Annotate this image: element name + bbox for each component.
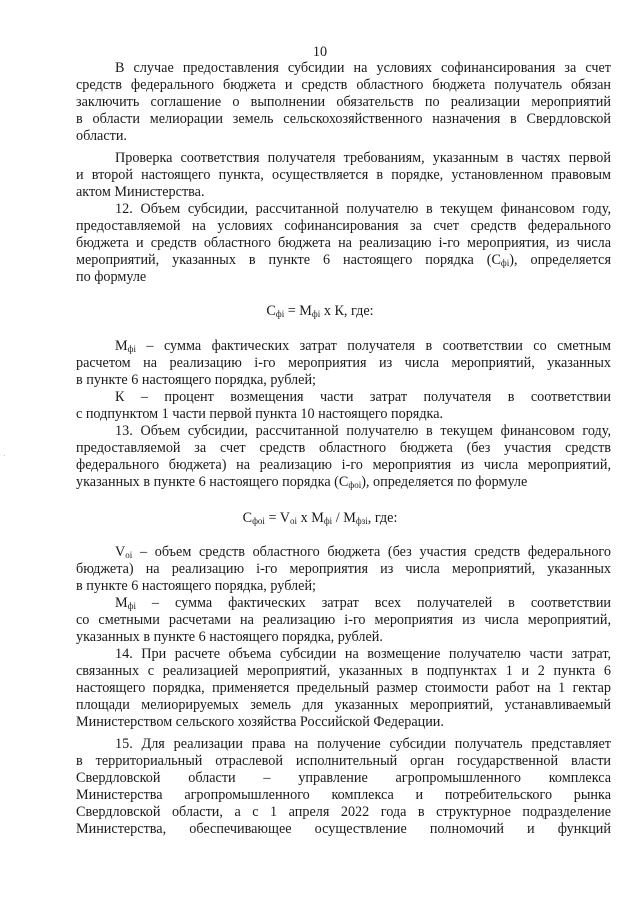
text-line: В случае предоставления субсидии на условиях софинансирования за счет bbox=[115, 60, 611, 76]
text-line: со сметными расчетами на реализацию i-го мероприятия из числа мероприятий, bbox=[76, 612, 611, 628]
text-line: в области мелиорации земель сельскохозяйственного назначения в Свердловской bbox=[76, 111, 611, 127]
text-line: 15. Для реализации права на получение субсидии получатель представляет bbox=[115, 736, 611, 752]
text-line: К – процент возмещения части затрат получателя в соответствии bbox=[115, 389, 611, 405]
text-line: средств федерального бюджета и средств областного бюджета получатель обязан bbox=[76, 77, 611, 93]
text-line: $V_{оi}$ – объем средств областного бюджета (без участия средств федерального bbox=[115, 544, 611, 560]
text-line: Министерством сельского хозяйства Российской Федерации. bbox=[76, 714, 444, 730]
formula-2: $С_{фоi} = V_{оi}$ х $М_{фi} / М_{фзi}$, где: bbox=[242, 510, 398, 526]
text-line: расчетом на реализацию i-го мероприятия из числа мероприятий, указанных bbox=[76, 355, 611, 371]
text-line: $М_{фi}$ – сумма фактических затрат всех получателей в соответствии bbox=[115, 595, 611, 611]
text-line: указанных в пункте 6 настоящего порядка, рублей. bbox=[76, 629, 383, 645]
text-line: 13. Объем субсидии, рассчитанной получателю в текущем финансовом году, bbox=[115, 423, 611, 439]
text-line: актом Министерства. bbox=[76, 184, 205, 200]
text-line: Свердловской области – управление агропромышленного комплекса bbox=[76, 770, 611, 786]
text-line: и второй настоящего пункта, осуществляется в порядке, установленном правовым bbox=[76, 167, 611, 183]
text-line: Министерства, обеспечивающее осуществление полномочий и функций bbox=[76, 821, 611, 837]
text-line: бюджета) на реализацию i-го мероприятия из числа мероприятий, указанных bbox=[76, 561, 611, 577]
text-line: с подпунктом 1 части первой пункта 10 настоящего порядка. bbox=[76, 406, 444, 422]
text-line: федерального бюджета) на реализацию i-го мероприятия из числа мероприятий, bbox=[76, 457, 611, 473]
text-line: по формуле bbox=[76, 269, 147, 285]
page-number: 10 bbox=[312, 44, 328, 60]
text-line: в пункте 6 настоящего порядка, рублей; bbox=[76, 372, 316, 388]
text-line: $М_{фi}$ – сумма фактических затрат получателя в соответствии со сметным bbox=[115, 338, 611, 354]
text-line: Проверка соответствия получателя требованиям, указанным в частях первой bbox=[115, 150, 611, 166]
text-line: в пункте 6 настоящего порядка, рублей; bbox=[76, 578, 316, 594]
text-line: 14. При расчете объема субсидии на возмещение получателю части затрат, bbox=[115, 646, 611, 662]
text-line: мероприятий, указанных в пункте 6 настоящего порядка $(С_{фi})$, определяется bbox=[76, 252, 611, 268]
text-line: настоящего порядка, применяется предельный размер стоимости работ на 1 гектар bbox=[76, 680, 611, 696]
text-line: Министерства агропромышленного комплекса и потребительского рынка bbox=[76, 787, 611, 803]
text-line: бюджета и средств областного бюджета на реализацию i-го мероприятия, из числа bbox=[76, 235, 611, 251]
text-line: связанных с реализацией мероприятий, указанных в подпунктах 1 и 2 пункта 6 bbox=[76, 663, 611, 679]
text-line: площади мелиорируемых земель для указанных мероприятий, устанавливаемый bbox=[76, 697, 611, 713]
text-line: в территориальный отраслевой исполнительный орган государственной власти bbox=[76, 753, 611, 769]
text-line: области. bbox=[76, 128, 127, 144]
text-line: предоставляемой на условиях софинансирования за счет средств федерального bbox=[76, 218, 611, 234]
text-line: 12. Объем субсидии, рассчитанной получателю в текущем финансовом году, bbox=[115, 201, 611, 217]
margin-mark bbox=[4, 455, 5, 456]
text-line: предоставляемой за счет средств областного бюджета (без участия средств bbox=[76, 440, 611, 456]
text-line: указанных в пункте 6 настоящего порядка $(С_{фоi})$, определяется по формуле bbox=[76, 474, 528, 490]
text-line: заключить соглашение о выполнении обязательств по реализации мероприятий bbox=[76, 94, 611, 110]
formula-1: $С_{фi} = М_{фi}$ х К, где: bbox=[266, 303, 374, 319]
text-line: Свердловской области, а с 1 апреля 2022 года в структурное подразделение bbox=[76, 804, 611, 820]
